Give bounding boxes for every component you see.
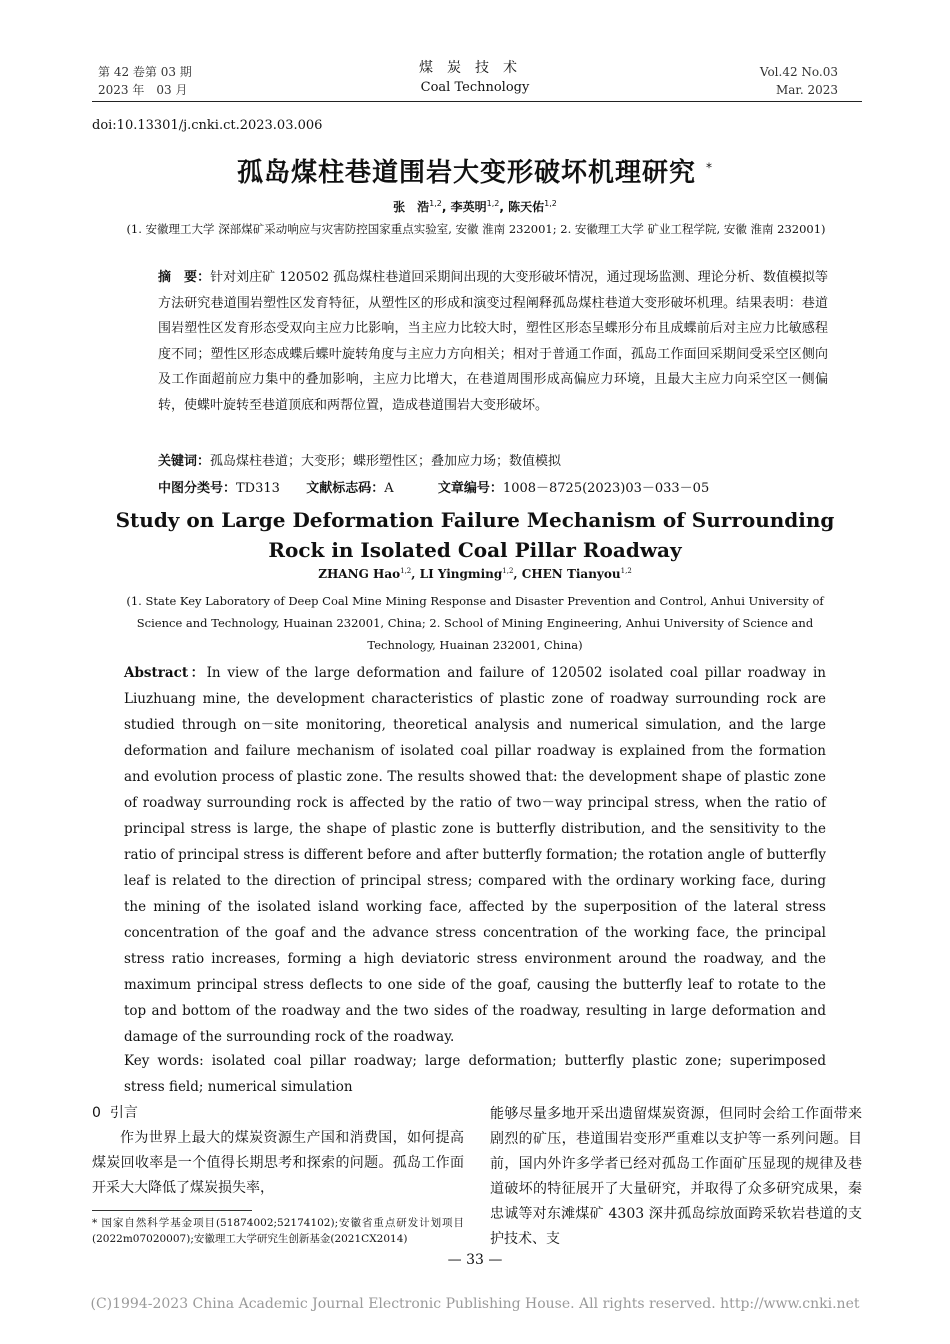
author-cn: 张 浩 <box>393 200 430 214</box>
author-en: ZHANG Hao <box>318 567 401 581</box>
abstract-en-text: In view of the large deformation and failure of 120502 isolated coal pillar roadway in Liuzhuang mine, the development characteristics of plastic zone of roadway surrounding rock are studied through on－site monitoring, theoretical analysis and numerical simulation, and the large deformation and failure mechanism of isolated coal pillar roadway is explained from the formation and evolution process of plastic zone. The results showed that: the development shape of plastic zone of roadway surrounding rock is affected by the ratio of two－way principal stress, when the ratio of principal stress is large, the shape of plastic zone is butterfly distribution, and the sensitivity to the ratio of principal stress is different before and after butterfly formation; the rotation angle of butterfly leaf is related to the direction of principal stress; compared with the ordinary working face, during the mining of the isolated island working face, affected by the superposition of the lateral stress concentration of the goaf and the advance stress concentration of the working face, the principal stress ratio increases, forming a high deviatoric stress environment around the roadway, and the maximum principal stress deflects to one side of the goaf, causing the butterfly leaf to rotate to the top and bottom of the roadway and the two sides of the roadway, resulting in large deformation and damage of the surrounding rock of the roadway. <box>124 665 826 1045</box>
section-number: 0 <box>92 1105 101 1121</box>
keywords-cn-text: 孤岛煤柱巷道；大变形；蝶形塑性区；叠加应力场；数值模拟 <box>210 454 562 469</box>
section-title: 引言 <box>109 1105 138 1121</box>
volume-issue-en: Vol.42 No.03 <box>759 65 838 79</box>
author-separator: , <box>441 200 451 214</box>
body-column-left <box>92 1126 464 1201</box>
article-no-label: 文章编号： <box>437 481 503 496</box>
clc-value: TD313 <box>236 481 280 496</box>
footnote-divider <box>92 1210 252 1211</box>
issue-date-en: Mar. 2023 <box>775 83 838 97</box>
body-column-right <box>490 1102 862 1252</box>
author-affil-sup: 1,2 <box>400 567 412 575</box>
volume-issue: 第 42 卷第 03 期 <box>98 65 192 79</box>
abstract-cn-text: 针对刘庄矿 120502 孤岛煤柱巷道回采期间出现的大变形破坏情况，通过现场监测、理论分析、数值模拟等方法研究巷道围岩塑性区发育特征，从塑性区的形成和演变过程阐释孤岛煤柱巷道大变形破坏机理。结果表明：巷道围岩塑性区发育形态受双向主应力比影响，当主应力比较大时，塑性区形态呈蝶形分布且成蝶前后对主应力比敏感程度不同；塑性区形态成蝶后蝶叶旋转角度与主应力方向相关；相对于普通工作面，孤岛工作面回采期间受采空区侧向及工作面超前应力集中的叠加影响，主应力比增大，在巷道周围形成高偏应力环境，且最大主应力向采空区一侧偏转，使蝶叶旋转至巷道顶底和两帮位置，造成巷道围岩大变形破坏。 <box>158 270 828 413</box>
doc-code-label: 文献标志码： <box>306 481 385 496</box>
author-cn: 陈天佑 <box>508 200 545 214</box>
article-no-value: 1008－8725(2023)03－033－05 <box>502 481 710 496</box>
author-affil-sup: 1,2 <box>429 199 442 208</box>
doc-code-value: A <box>384 481 394 496</box>
abstract-cn-label: 摘 要： <box>158 270 211 285</box>
abstract-en <box>124 660 826 1050</box>
doi[interactable]: doi:10.13301/j.cnki.ct.2023.03.006 <box>92 118 323 133</box>
section-heading <box>92 1102 138 1122</box>
abstract-en-label: Abstract： <box>124 665 207 681</box>
keywords-cn-label: 关键词： <box>158 454 211 469</box>
copyright-watermark: (C)1994-2023 China Academic Journal Electronic Publishing House. All rights reserved. http://www.cnki.net <box>90 1296 860 1312</box>
issue-date: 2023 年 03 月 <box>98 83 188 97</box>
author-affil-sup: 1,2 <box>502 567 514 575</box>
author-affil-sup: 1,2 <box>544 199 557 208</box>
affiliation-en: (1. State Key Laboratory of Deep Coal Mine Mining Response and Disaster Prevention and Control, Anhui University of Science and Technology, Huainan 232001, China; 2. School of Mining Engineering, Anhui University of Science and Technology, Huainan 232001, China) <box>126 594 824 652</box>
abstract-cn <box>158 265 828 418</box>
authors-cn <box>0 198 950 215</box>
title-en: Study on Large Deformation Failure Mechanism of Surrounding Rock in Isolated Coal Pillar Roadway <box>115 508 835 562</box>
body-paragraph: 作为世界上最大的煤炭资源生产国和消费国，如何提高煤炭回收率是一个值得长期思考和探索的问题。孤岛工作面开采大大降低了煤炭损失率， <box>92 1130 464 1196</box>
author-en: CHEN Tianyou <box>521 567 621 581</box>
keywords-cn <box>158 452 828 472</box>
title-cn-text: 孤岛煤柱巷道围岩大变形破坏机理研究 <box>236 158 696 188</box>
author-separator: , <box>411 567 420 581</box>
clc-label: 中图分类号： <box>158 481 237 496</box>
keywords-en <box>124 1048 826 1100</box>
page-number: — 33 — <box>447 1252 503 1268</box>
title-cn <box>0 152 950 189</box>
journal-volume-info-en <box>760 63 838 99</box>
author-separator: , <box>513 567 522 581</box>
author-separator: , <box>499 200 509 214</box>
author-affil-sup: 1,2 <box>486 199 500 208</box>
keywords-en-text: isolated coal pillar roadway; large deformation; butterfly plastic zone; superimposed stress field; numerical simulation <box>124 1053 826 1095</box>
affiliation-cn: (1. 安徽理工大学 深部煤矿采动响应与灾害防控国家重点实验室, 安徽 淮南 232001; 2. 安徽理工大学 矿业工程学院, 安徽 淮南 232001) <box>126 222 826 236</box>
journal-name-en: Coal Technology <box>420 80 530 95</box>
classification-line <box>158 479 828 499</box>
journal-name-cn: 煤炭技术 <box>419 60 531 76</box>
author-en: LI Yingming <box>419 567 503 581</box>
header-divider <box>92 101 862 102</box>
funding-footnote: * 国家自然科学基金项目(51874002;52174102);安徽省重点研发计划项目(2022m07020007);安徽理工大学研究生创新基金(2021CX2014) <box>92 1217 464 1245</box>
keywords-en-label: Key words: <box>124 1053 204 1069</box>
body-paragraph: 能够尽量多地开采出遗留煤炭资源，但同时会给工作面带来剧烈的矿压，巷道围岩变形严重难以支护等一系列问题。目前，国内外许多学者已经对孤岛工作面矿压显现的规律及巷道破坏的特征展开了大量研究，并取得了众多研究成果，秦忠诚等对东滩煤矿 4303 深井孤岛综放面跨采软岩巷道的支护技术、支 <box>490 1106 862 1247</box>
author-affil-sup: 1,2 <box>620 567 632 575</box>
authors-en <box>0 567 950 581</box>
author-cn: 李英明 <box>450 200 487 214</box>
title-footnote-mark: * <box>706 160 714 175</box>
